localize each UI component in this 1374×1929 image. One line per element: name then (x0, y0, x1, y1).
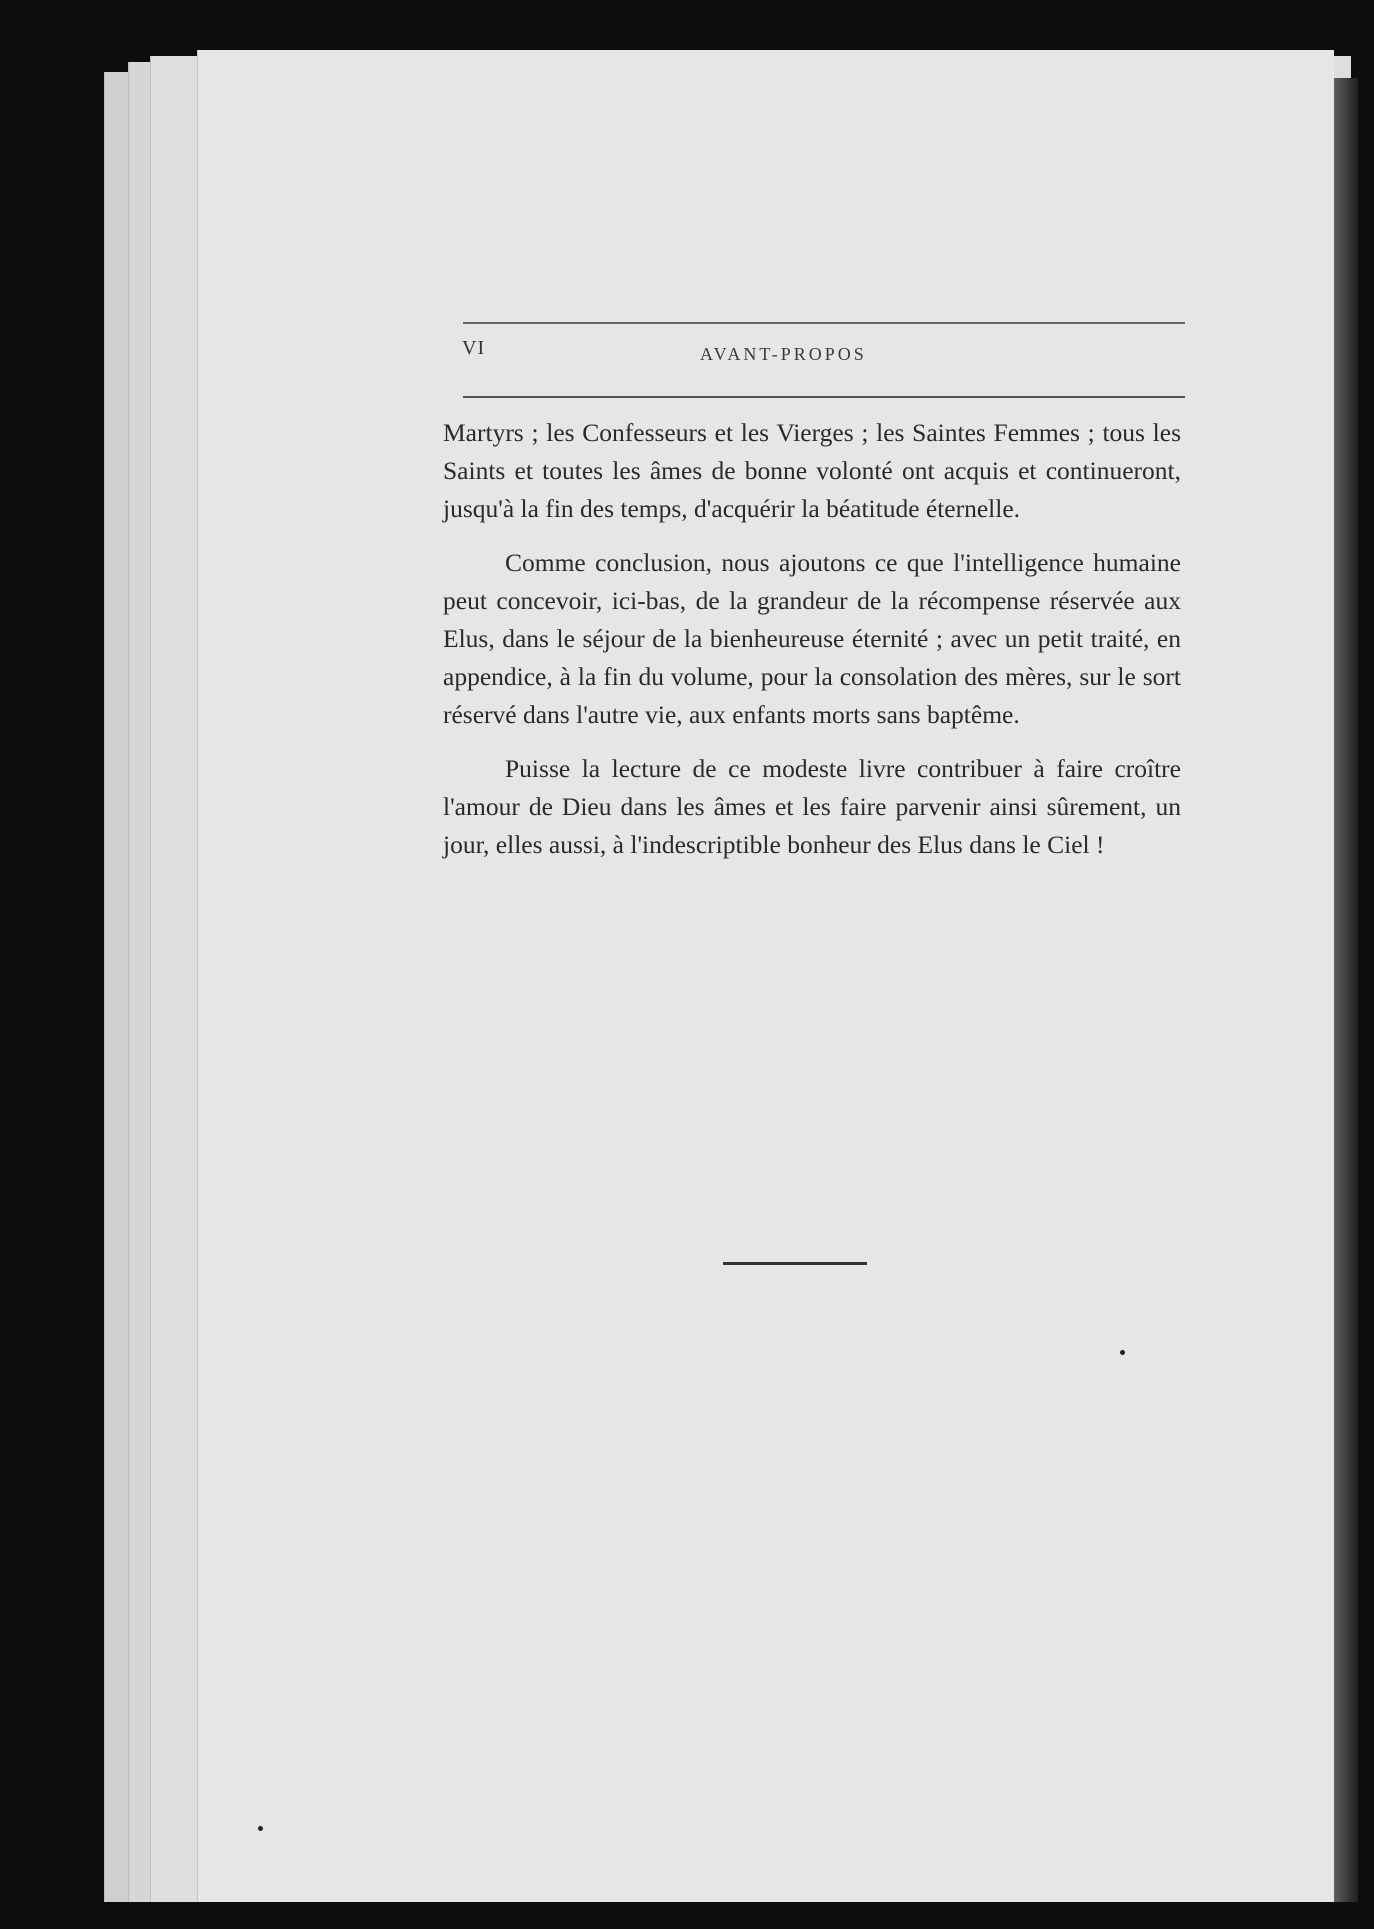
paper-speck (1120, 1350, 1125, 1355)
closing-rule (723, 1262, 867, 1265)
paper-speck (258, 1826, 263, 1831)
header-rule-bottom (463, 396, 1185, 398)
page-body (443, 414, 1181, 880)
paragraph: Puisse la lecture de ce modeste livre contribuer à faire croître l'amour de Dieu dans les âmes et les faire parvenir ainsi sûrement, un jour, elles aussi, à l'indescriptible bonheur des Elus dans le Ciel ! (443, 754, 1181, 859)
header-rule-top (463, 322, 1185, 324)
book-page (197, 50, 1334, 1902)
paragraph: Martyrs ; les Confesseurs et les Vierges ; les Saintes Femmes ; tous les Saints et toutes les âmes de bonne volonté ont acquis et continueront, jusqu'à la fin des temps, d'acquérir la béatitude éternelle. (443, 418, 1181, 523)
page-number: VI (462, 337, 486, 359)
running-head: AVANT-PROPOS (700, 344, 867, 364)
paragraph: Comme conclusion, nous ajoutons ce que l'intelligence humaine peut concevoir, ici-bas, de la grandeur de la récompense réservée aux Elus, dans le séjour de la bienheureuse éternité ; avec un petit traité, en appendice, à la fin du volume, pour la consolation des mères, sur le sort réservé dans l'autre vie, aux enfants morts sans baptême. (443, 548, 1181, 729)
